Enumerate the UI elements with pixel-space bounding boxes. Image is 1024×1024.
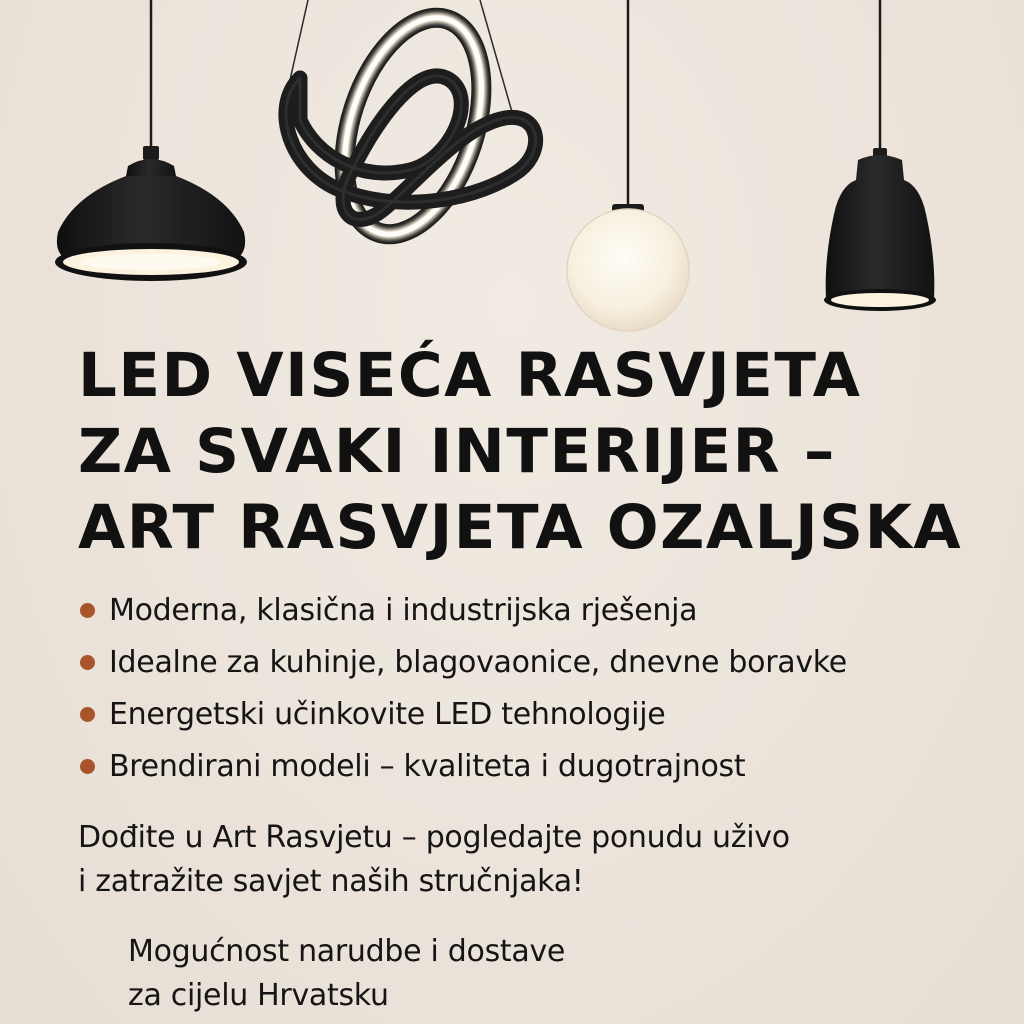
delivery-line-2: za cijelu Hrvatsku [128, 978, 389, 1013]
delivery-line-1: Mogućnost narudbe i dostave [128, 934, 566, 969]
glass-globe-pendant-lamp [567, 0, 689, 331]
bell-pendant-lamp [824, 0, 936, 311]
dome-pendant-lamp [55, 0, 247, 281]
feature-text: Moderna, klasična i industrijska rješenja [109, 592, 698, 628]
feature-item [78, 584, 847, 636]
call-to-action [78, 816, 790, 904]
headline [78, 338, 1018, 566]
knot-ring-led-chandelier [286, 0, 536, 252]
bullet-icon [80, 707, 95, 722]
feature-text: Energetski učinkovite LED tehnologije [109, 696, 666, 732]
headline-line-3: ART RASVJETA OZALJSKA [78, 492, 963, 563]
headline-line-1: LED VISEĆA RASVJETA [78, 340, 862, 411]
feature-list [78, 584, 847, 792]
feature-item [78, 740, 847, 792]
delivery-note [128, 930, 565, 1018]
cta-line-1: Dođite u Art Rasvjetu – pogledajte ponudu uživo [78, 820, 790, 855]
feature-text: Brendirani modeli – kvaliteta i dugotrajnost [109, 748, 746, 784]
pendant-lamps-illustration [0, 0, 1024, 340]
headline-line-2: ZA SVAKI INTERIJER – [78, 416, 836, 487]
bullet-icon [80, 759, 95, 774]
cta-line-2: i zatražite savjet naših stručnjaka! [78, 864, 584, 899]
bullet-icon [80, 603, 95, 618]
feature-item [78, 688, 847, 740]
bullet-icon [80, 655, 95, 670]
feature-item [78, 636, 847, 688]
feature-text: Idealne za kuhinje, blagovaonice, dnevne boravke [109, 644, 847, 680]
